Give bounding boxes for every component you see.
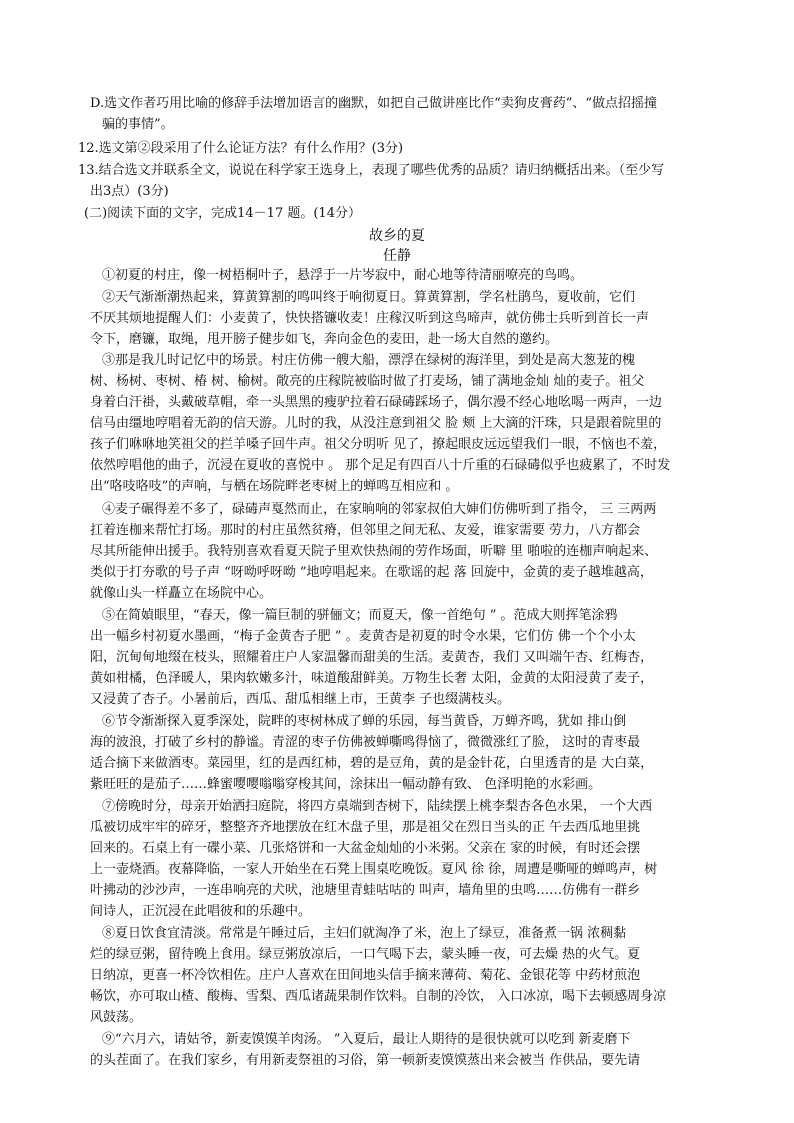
article-author: 任静: [383, 248, 411, 264]
paragraph-3-line-1: ③那是我儿时记忆中的场景。村庄仿佛一艘大船，漂浮在绿树的海洋里，到处是高大葱茏的槐: [102, 353, 636, 368]
section-heading: (二)阅读下面的文字，完成14－17 题。(14分）: [84, 206, 361, 221]
paragraph-4-line-4: 类似于打夯歌的号子声 “呀呦呼呀呦 ”地哼唱起来。在歌谣的起 落 回旋中，金黄的麦子越堆越高，: [90, 565, 653, 580]
paragraph-2-line-1: ②天气渐渐潮热起来，算黄算割的鸣叫终于响彻夏日。算黄算割，学名杜鹃鸟，夏收前，它们: [102, 290, 636, 305]
paragraph-7-line-6: 间诗人，正沉浸在此唱彼和的乐趣中。: [90, 904, 312, 919]
paragraph-8-line-3: 日纳凉，更喜一杯冷饮相佐。庄户人喜欢在田间地头信手摘来薄荷、菊花、金银花等 中药材煎泡: [90, 968, 641, 983]
paragraph-8-line-4: 畅饮，亦可取山楂、酸梅、雪梨、西瓜诸蔬果制作饮料。自制的冷饮， 入口冰凉，喝下去顿感周身凉: [90, 989, 667, 1004]
paragraph-1-line-1: ①初夏的村庄，像一树梧桐叶子，悬浮于一片岑寂中，耐心地等待清丽嘹亮的鸟鸣。: [102, 268, 584, 283]
question-13-line-2: 出3点）(3分): [90, 184, 169, 199]
paragraph-9-line-1: ⑨“六月六，请姑爷，新麦馍馍羊肉汤。 ”入夏后，最让人期待的是很快就可以吃到 新麦磨下: [102, 1032, 631, 1047]
paragraph-3-line-4: 信马由缰地哼唱着无韵的信天游。儿时的我，从没注意到祖父 脸 颊 上大滴的汗珠，只是跟着院里的: [90, 416, 662, 431]
paragraph-6-line-2: 海的波浪，打破了乡村的静谧。青涩的枣子仿佛被蝉嘶鸣得恼了，微微涨红了脸， 这时的青枣最: [90, 735, 641, 750]
paragraph-8-line-5: 风鼓荡。: [90, 1010, 143, 1025]
paragraph-6-line-1: ⑥节令渐渐探入夏季深处，院畔的枣树林成了蝉的乐园，每当黄昏，万蝉齐鸣，犹如 排山倒: [102, 714, 627, 729]
paragraph-3-line-6: 依然哼唱他的曲子，沉浸在夏收的喜悦中 。 那个足足有四百八十斤重的石碌碡似乎也疲累了，不时发: [90, 458, 671, 473]
paragraph-5-line-5: 又浸黄了杏子。小暑前后，西瓜、甜瓜相继上市，王黄李 子也缀满枝头。: [90, 692, 511, 707]
paragraph-5-line-3: 阳，沉甸甸地缀在枝头，照耀着庄户人家温馨而甜美的生活。麦黄杏，我们 又叫端午杏、红梅杏，: [90, 650, 654, 665]
paragraph-7-line-5: 叶拂动的沙沙声，一连串响亮的犬吠，池塘里青蛙咕咕的 叫声，墙角里的虫鸣……仿佛有一群乡: [90, 883, 641, 898]
paragraph-7-line-3: 回来的。石桌上有一碟小菜、几张烙饼和一大盆金灿灿的小米粥。父亲在 家的时候，有时还会摆: [90, 841, 641, 856]
paragraph-3-line-5: 孩子们咻咻地笑祖父的拦羊嗓子回牛声。祖父分明听 见了，撩起眼皮远远望我们一眼，不恼也不羞，: [90, 437, 667, 452]
paragraph-7-line-1: ⑦傍晚时分，母亲开始洒扫庭院，将四方桌端到杏树下，陆续摆上桃李梨杏各色水果， 一个大西: [102, 799, 653, 814]
paragraph-3-line-7: 出“咯吱咯吱”的声响，与栖在场院畔老枣树上的蝉鸣互相应和 。: [90, 479, 459, 494]
paragraph-5-line-1: ⑤在简媜眼里，“春天，像一篇巨制的骈俪文；而夏天，像一首绝句 ” 。范成大则挥笔涂鸦: [102, 608, 618, 623]
paragraph-3-line-3: 身着白汗褂，头戴破草帽，牵一头黑黑的瘦驴拉着石碌碡踩场子，偶尔漫不经心地吆喝一两声，一边: [90, 395, 663, 410]
paragraph-3-line-2: 树、杨树、枣树、椿 树、榆树。敞亮的庄稼院被临时做了打麦场，铺了满地金灿 灿的麦子。祖父: [90, 374, 645, 389]
option-d-line-2: 骗的事情”。: [102, 117, 174, 132]
option-d-line-1: D.选文作者巧用比喻的修辞手法增加语言的幽默，如把自己做讲座比作“卖狗皮膏药”、“做点招摇撞: [90, 96, 658, 111]
paragraph-6-line-4: 紫旺旺的是茄子……蜂蜜嘤嘤嗡嗡穿梭其间，涂抹出一幅动静有致、 色泽明艳的水彩画。: [90, 777, 602, 792]
paragraph-8-line-2: 烂的绿豆粥，留待晚上食用。绿豆粥放凉后，一口气喝下去，蒙头睡一夜，可去燥 热的火气。夏: [90, 947, 641, 962]
question-13-line-1: 13.结合选文并联系全文，说说在科学家王选身上，表现了哪些优秀的品质？请归纳概括出来。（至少写: [78, 163, 665, 178]
paragraph-2-line-2: 不厌其烦地提醒人们：小麦黄了，快快搭镰收麦！庄稼汉听到这鸟啼声，就仿佛士兵听到首长一声: [90, 311, 650, 326]
paragraph-2-line-3: 令下，磨镰，取绳，甩开膀子健步如飞，奔向金色的麦田，赴一场大自然的邀约。: [90, 332, 559, 347]
paragraph-4-line-5: 就像山头一样矗立在场院中心。: [90, 586, 273, 601]
paragraph-4-line-1: ④麦子碾得差不多了，碌碡声戛然而止，在家晌响的邻家叔伯大婶们仿佛听到了指令， 三 三两两: [102, 502, 657, 517]
paragraph-5-line-4: 黄如柑橘，色泽暖人，果肉软嫩多汁，味道酸甜鲜美。万物生长奢 太阳，金黄的太阳浸黄了麦子，: [90, 671, 654, 686]
paragraph-9-line-2: 的头茬面了。在我们家乡，有用新麦祭祖的习俗，第一顿新麦馍馍蒸出来会被当 作供品，要先请: [90, 1053, 641, 1068]
paragraph-4-line-3: 尽其所能伸出援手。我特别喜欢看夏天院子里欢快热闹的劳作场面，听噼 里 啪啦的连枷声响起来、: [90, 544, 658, 559]
paragraph-8-line-1: ⑧夏日饮食宜清淡。常常是午睡过后，主妇们就淘净了米，泡上了绿豆，准备煮一锅 浓稠黏: [102, 926, 627, 941]
paragraph-7-line-4: 上一壶烧酒。夜幕降临，一家人开始坐在石凳上围桌吃晚饭。夏风 徐 徐，周遭是嘶哑的蝉鸣声，树: [90, 862, 658, 877]
paragraph-7-line-2: 瓜被切成牢牢的碎牙，整整齐齐地摆放在红木盘子里，那是祖父在烈日当头的正 午去西瓜地里挑: [90, 820, 641, 835]
paragraph-4-line-2: 扛着连枷来帮忙打场。那时的村庄虽然贫瘠，但邻里之间无私、友爱，谁家需要 劳力，八方都会: [90, 523, 641, 538]
paragraph-6-line-3: 适合摘下来做酒枣。菜园里，红的是西红柿，碧的是豆角，黄的是金针花，白里透青的是 大白菜，: [90, 756, 654, 771]
question-12: 12.选文第②段采用了什么论证方法？有什么作用？(3分): [78, 141, 404, 156]
article-title: 故乡的夏: [369, 228, 425, 244]
paragraph-5-line-2: 出一幅乡村初夏水墨画，“梅子金黄杏子肥 ” 。麦黄杏是初夏的时令水果，它们仿 佛一个个小太: [90, 629, 636, 644]
